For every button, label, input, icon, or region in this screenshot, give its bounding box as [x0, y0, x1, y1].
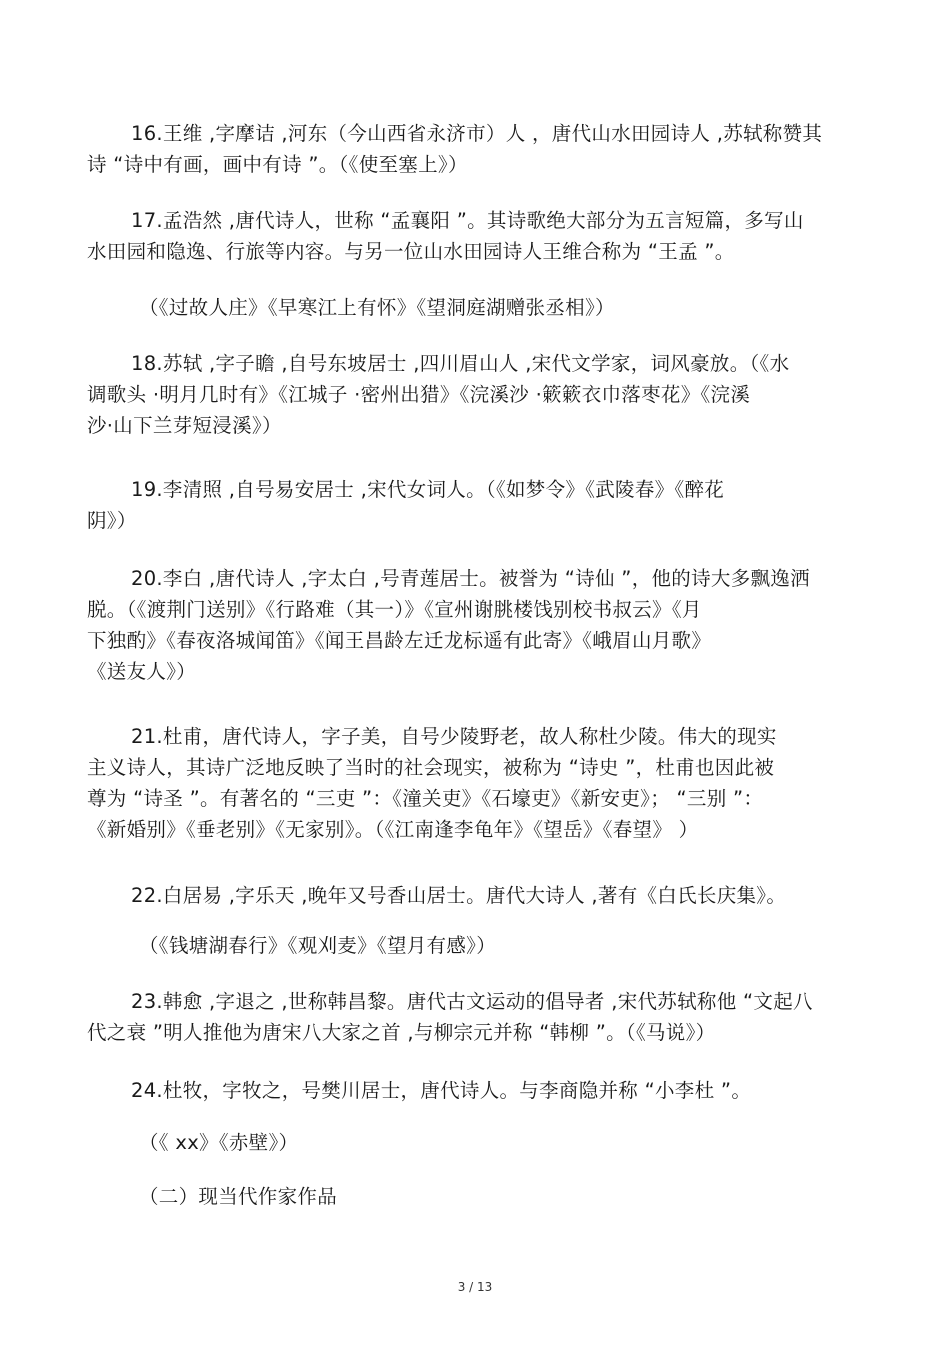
text-line: 代之衰 ”明人推他为唐宋八大家之首 ,与柳宗元并称 “韩柳 ”。（《马说》）: [87, 1021, 716, 1044]
text-line: 调歌头 ·明月几时有》《江城子 ·密州出猎》《浣溪沙 ·簌簌衣巾落枣花》《浣溪: [87, 383, 751, 406]
text-line: 尊为 “诗圣 ”。有著名的 “三吏 ”：《潼关吏》《石壕吏》《新安吏》； “三别 ”：: [87, 787, 764, 810]
paragraph-17-works: [87, 292, 867, 323]
text-line: 诗 “诗中有画，画中有诗 ”。（《使至塞上》）: [87, 153, 468, 176]
text-line: 沙·山下兰芽短浸溪》）: [87, 414, 282, 437]
paragraph-24-du-mu: [87, 1075, 867, 1106]
text-line: 主义诗人，其诗广泛地反映了当时的社会现实，被称为 “诗史 ”，杜甫也因此被: [87, 756, 775, 779]
text-line: 24.杜牧，字牧之，号樊川居士，唐代诗人。与李商隐并称 “小李杜 ”。: [131, 1079, 752, 1102]
text-line: 23.韩愈 ,字退之 ,世称韩昌黎。唐代古文运动的倡导者 ,宋代苏轼称他 “文起八: [131, 990, 813, 1013]
text-line: （《钱塘湖春行》《观刈麦》《望月有感》）: [139, 934, 497, 957]
text-line: 下独酌》《春夜洛城闻笛》《闻王昌龄左迁龙标遥有此寄》《峨眉山月歌》: [87, 629, 712, 652]
paragraph-17-meng-haoran: [87, 205, 867, 267]
text-line: 18.苏轼 ,字子瞻 ,自号东坡居士 ,四川眉山人 ,宋代文学家，词风豪放。（《水: [131, 352, 790, 375]
paragraph-23-han-yu: [87, 986, 867, 1048]
text-line: 阴》）: [87, 509, 137, 532]
paragraph-16-wang-wei: [87, 118, 867, 180]
text-line: 22.白居易 ,字乐天 ,晚年又号香山居士。唐代大诗人 ,著有《白氏长庆集》。: [131, 884, 787, 907]
text-line: 《新婚别》《垂老别》《无家别》。（《江南逢李龟年》《望岳》《春望》 ）: [87, 818, 699, 841]
paragraph-18-su-shi: [87, 348, 867, 441]
text-line: 21.杜甫，唐代诗人，字子美，自号少陵野老，故人称杜少陵。伟大的现实: [131, 725, 777, 748]
section-heading-modern-writers: [87, 1181, 867, 1212]
paragraph-20-li-bai: [87, 563, 867, 687]
text-line: 17.孟浩然 ,唐代诗人，世称 “孟襄阳 ”。其诗歌绝大部分为五言短篇，多写山: [131, 209, 804, 232]
paragraph-21-du-fu: [87, 721, 867, 845]
text-line: 19.李清照 ,自号易安居士 ,宋代女词人。（《如梦令》《武陵春》《醉花: [131, 478, 725, 501]
text-line: 水田园和隐逸、行旅等内容。与另一位山水田园诗人王维合称为 “王孟 ”。: [87, 240, 735, 263]
paragraph-24-works: [87, 1127, 867, 1158]
paragraph-19-li-qingzhao: [87, 474, 867, 536]
page-number: 3 / 13: [457, 1280, 493, 1294]
text-line: （《过故人庄》《早寒江上有怀》《望洞庭湖赠张丞相》）: [139, 296, 615, 319]
text-line: （《 xx》《赤壁》）: [139, 1131, 299, 1154]
paragraph-22-bai-juyi: [87, 880, 867, 911]
text-line: 《送友人》）: [87, 660, 197, 683]
text-line: 20.李白 ,唐代诗人 ,字太白 ,号青莲居士。被誉为 “诗仙 ”，他的诗大多飘逸洒: [131, 567, 810, 590]
paragraph-22-works: [87, 930, 867, 961]
text-line: 16.王维 ,字摩诘 ,河东（今山西省永济市）人 ，唐代山水田园诗人 ,苏轼称赞其: [131, 122, 823, 145]
text-line: （二）现当代作家作品: [139, 1185, 338, 1208]
text-line: 脱。（《渡荆门送别》《行路难（其一）》《宣州谢朓楼饯别校书叔云》《月: [87, 598, 702, 621]
